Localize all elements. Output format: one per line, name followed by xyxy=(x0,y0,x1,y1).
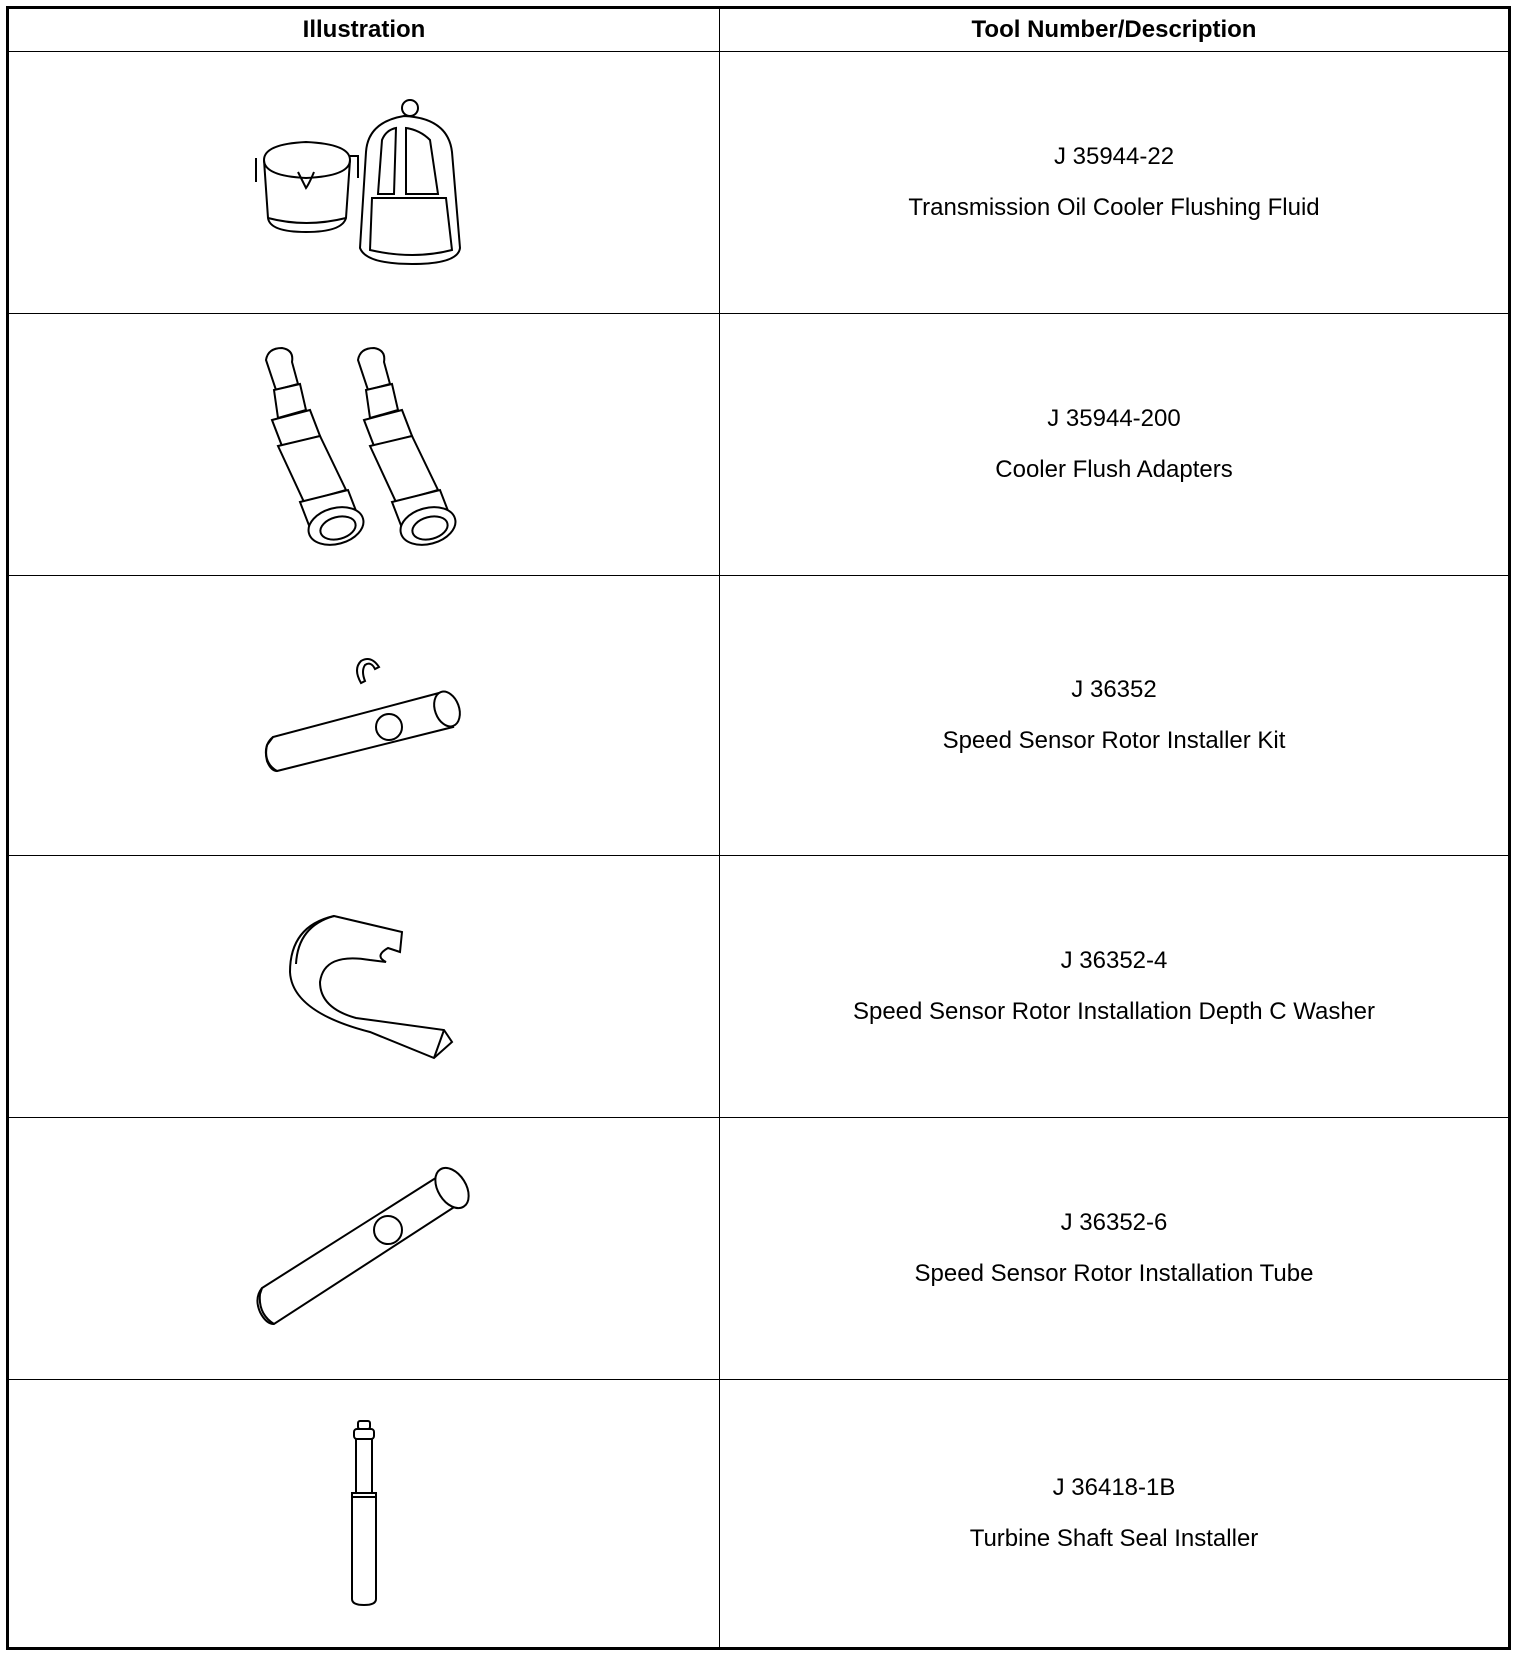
illustration-cell xyxy=(9,1380,720,1647)
tool-cell xyxy=(720,52,1508,313)
table-header-row xyxy=(9,9,1508,52)
cooler-flush-adapters-icon xyxy=(254,340,474,550)
table-row xyxy=(9,314,1508,576)
tool-cell xyxy=(720,856,1508,1117)
tool-cell xyxy=(720,1118,1508,1379)
illustration-cell xyxy=(9,314,720,575)
flushing-fluid-containers-icon xyxy=(254,98,474,268)
c-washer-icon xyxy=(274,912,454,1062)
installation-tube-icon xyxy=(254,1164,474,1334)
illustration-cell xyxy=(9,52,720,313)
tool-description: Transmission Oil Cooler Flushing Fluid xyxy=(908,194,1320,221)
tool-cell xyxy=(720,576,1508,855)
tool-number: J 35944-200 xyxy=(1047,405,1181,432)
tool-cell xyxy=(720,314,1508,575)
special-tools-table xyxy=(6,6,1511,1650)
header-tool-description: Tool Number/Description xyxy=(971,16,1257,43)
illustration-cell xyxy=(9,1118,720,1379)
tool-description: Speed Sensor Rotor Installation Depth C Washer xyxy=(852,998,1376,1025)
header-illustration: Illustration xyxy=(9,9,720,51)
tool-description: Turbine Shaft Seal Installer xyxy=(969,1525,1259,1552)
tool-description: Cooler Flush Adapters xyxy=(995,456,1233,483)
illustration-cell xyxy=(9,576,720,855)
seal-installer-icon xyxy=(344,1419,384,1609)
installer-kit-icon xyxy=(259,651,469,781)
tool-number: J 36352 xyxy=(1071,676,1157,703)
table-row xyxy=(9,1380,1508,1647)
tool-description: Speed Sensor Rotor Installation Tube xyxy=(914,1260,1314,1287)
table-row xyxy=(9,856,1508,1118)
tool-number: J 36352-6 xyxy=(1060,1209,1168,1236)
table-row xyxy=(9,576,1508,856)
tool-cell xyxy=(720,1380,1508,1647)
table-row xyxy=(9,52,1508,314)
table-row xyxy=(9,1118,1508,1380)
tool-number: J 36418-1B xyxy=(1052,1474,1176,1501)
illustration-cell xyxy=(9,856,720,1117)
tool-number: J 36352-4 xyxy=(1060,947,1168,974)
tool-number: J 35944-22 xyxy=(1053,143,1175,170)
tool-description: Speed Sensor Rotor Installer Kit xyxy=(942,727,1286,754)
